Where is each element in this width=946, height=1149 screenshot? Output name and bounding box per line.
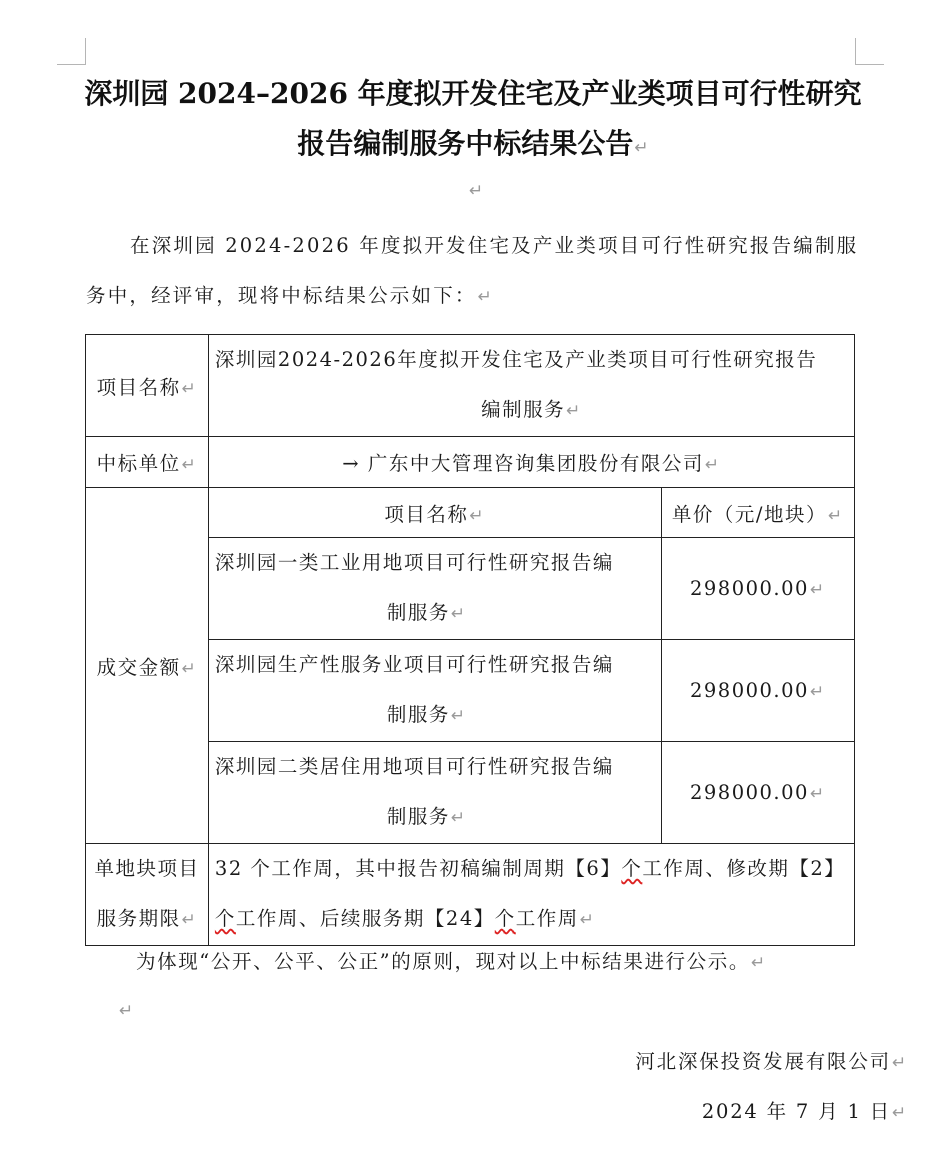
amount-label-cell: 成交金额↵ bbox=[86, 488, 209, 844]
table-row bbox=[86, 335, 855, 437]
item-name-cell: 深圳园一类工业用地项目可行性研究报告编 制服务↵ bbox=[208, 538, 661, 640]
paragraph-mark-icon: ↵ bbox=[181, 455, 198, 475]
paragraph-mark-icon: ↵ bbox=[891, 1053, 908, 1073]
paragraph-mark-icon: ↵ bbox=[450, 706, 467, 726]
crop-mark-top-left bbox=[57, 38, 86, 65]
table-row bbox=[86, 437, 855, 488]
table-row bbox=[86, 488, 855, 538]
paragraph-mark-icon: ↵ bbox=[119, 1001, 134, 1021]
intro-line1: 在深圳园 2024-2026 年度拟开发住宅及产业类项目可行性研究报告编制服 bbox=[130, 234, 859, 257]
paragraph-mark-icon: ↵ bbox=[704, 455, 721, 475]
intro-line2: 务中，经评审，现将中标结果公示如下：↵ bbox=[86, 284, 495, 307]
paragraph-mark-icon: ↵ bbox=[469, 505, 486, 526]
document-title-line1: 深圳园 2024–2026 年度拟开发住宅及产业类项目可行性研究 bbox=[84, 77, 862, 110]
sub-header-name-cell: 项目名称↵ bbox=[208, 488, 661, 538]
paragraph-mark-icon: ↵ bbox=[634, 138, 649, 158]
table-row bbox=[86, 844, 855, 946]
project-name-value-cell bbox=[208, 335, 854, 437]
paragraph-mark-icon: ↵ bbox=[809, 784, 826, 804]
item-price-cell: 298000.00↵ bbox=[661, 538, 854, 640]
crop-mark-top-right bbox=[855, 38, 884, 65]
closing-paragraph: 为体现“公开、公平、公正”的原则，现对以上中标结果进行公示。↵ bbox=[136, 950, 767, 973]
paragraph-mark-icon: ↵ bbox=[809, 682, 826, 702]
period-label-cell: 单地块项目 服务期限↵ bbox=[86, 844, 209, 946]
paragraph-mark-icon: ↵ bbox=[828, 505, 844, 526]
paragraph-mark-icon: ↵ bbox=[809, 580, 826, 600]
document-title-line2: 报告编制服务中标结果公告↵ bbox=[297, 127, 649, 160]
paragraph-mark-icon: ↵ bbox=[469, 181, 484, 201]
paragraph-mark-icon: ↵ bbox=[891, 1103, 908, 1123]
result-table bbox=[85, 334, 855, 946]
period-value-cell: 32 个工作周，其中报告初稿编制周期【6】个工作周、修改期【2】个工作周、后续服务期【24】个工作周↵ bbox=[208, 844, 854, 946]
project-name-line2: 编制服务↵ bbox=[481, 398, 582, 421]
paragraph-mark-icon: ↵ bbox=[181, 910, 198, 930]
project-name-label-cell: 项目名称↵ bbox=[86, 335, 209, 437]
paragraph-mark-icon: ↵ bbox=[450, 808, 467, 828]
item-name-cell: 深圳园生产性服务业项目可行性研究报告编 制服务↵ bbox=[208, 640, 661, 742]
paragraph-mark-icon: ↵ bbox=[181, 658, 198, 679]
project-name-line1: 深圳园2024-2026年度拟开发住宅及产业类项目可行性研究报告 bbox=[214, 348, 818, 371]
item-price-cell: 298000.00↵ bbox=[661, 742, 854, 844]
document-date: 2024 年 7 月 1 日↵ bbox=[701, 1100, 908, 1123]
paragraph-mark-icon: ↵ bbox=[450, 604, 467, 624]
winner-label-cell: 中标单位↵ bbox=[86, 437, 209, 488]
winner-value-cell: → 广东中大管理咨询集团股份有限公司↵ bbox=[208, 437, 854, 488]
item-name-cell: 深圳园二类居住用地项目可行性研究报告编 制服务↵ bbox=[208, 742, 661, 844]
sub-header-price-cell: 单价（元/地块）↵ bbox=[661, 488, 854, 538]
paragraph-mark-icon: ↵ bbox=[750, 953, 767, 973]
company-signature: 河北深保投资发展有限公司↵ bbox=[635, 1050, 908, 1073]
paragraph-mark-icon: ↵ bbox=[477, 287, 495, 307]
item-price-cell: 298000.00↵ bbox=[661, 640, 854, 742]
paragraph-mark-icon: ↵ bbox=[579, 910, 596, 930]
paragraph-mark-icon: ↵ bbox=[566, 401, 582, 421]
paragraph-mark-icon: ↵ bbox=[181, 378, 198, 399]
